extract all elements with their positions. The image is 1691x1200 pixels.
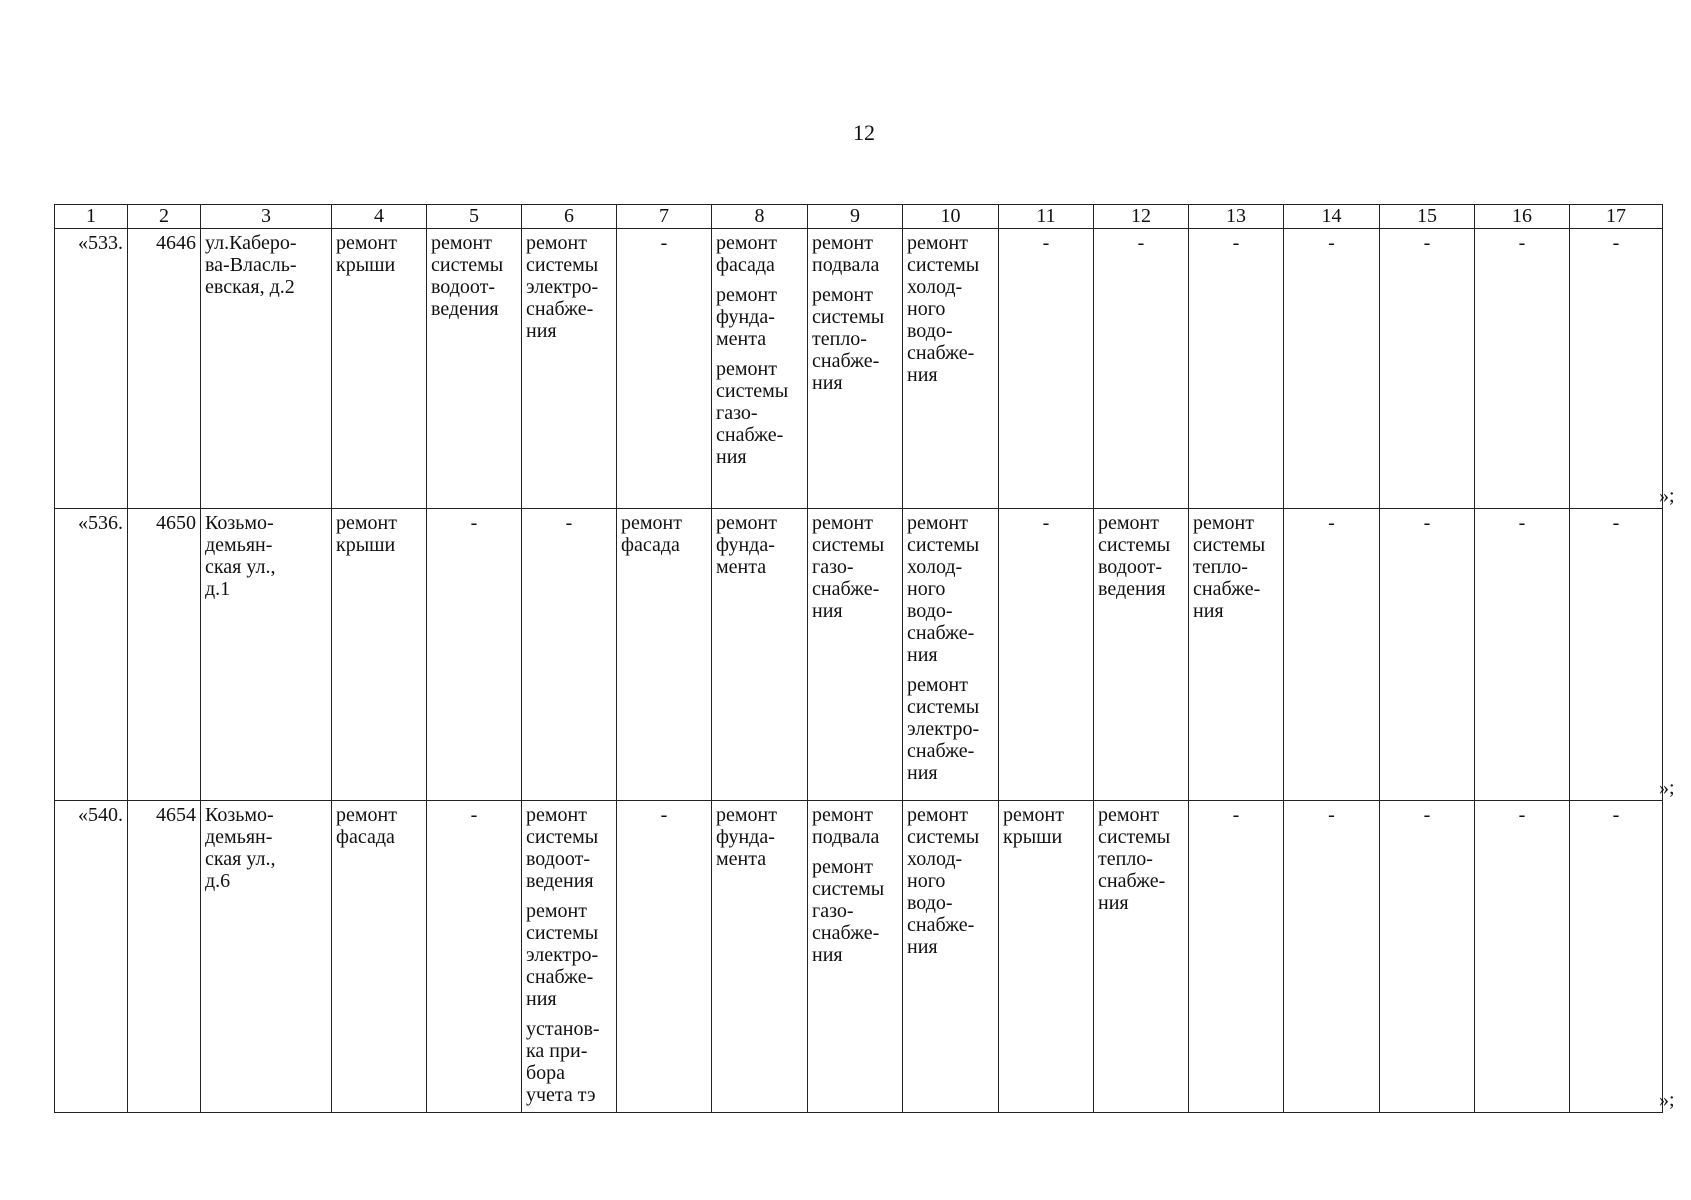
work-cell [712,229,808,509]
work-item: ремонт системы газо- снабже- ния [716,358,789,468]
column-header-6: 6 [522,205,617,229]
column-header-3: 3 [201,205,332,229]
work-item: ремонт фасада [621,512,682,556]
column-header-1: 1 [55,205,128,229]
row-code-cell: 4650 [128,509,201,801]
address-cell [201,509,332,801]
work-cell [808,229,903,509]
work-item: ремонт фасада [716,232,777,276]
work-item: ремонт крыши [1003,804,1064,848]
work-cell-empty: - [999,229,1094,509]
work-item: ремонт крыши [336,232,397,276]
work-cell-empty: - [427,801,522,1113]
closing-quote-mark: »; [1659,484,1675,507]
closing-quote-mark: »; [1659,776,1675,799]
column-header-10: 10 [903,205,999,229]
work-cell-empty: - [1380,509,1475,801]
work-cell-empty: - [1094,229,1189,509]
work-item: установ- ка при- бора учета тэ [526,1018,600,1106]
work-cell-empty: - [1475,801,1570,1113]
work-cell [332,229,427,509]
work-item: ремонт фунда- мента [716,512,777,578]
address-cell [201,229,332,509]
column-header-2: 2 [128,205,201,229]
work-cell [1094,509,1189,801]
work-cell-empty: - [1570,229,1663,509]
work-item: ремонт системы тепло- снабже- ния [1098,804,1171,914]
work-item: ремонт системы холод- ного водо- снабже- ния [907,804,980,958]
column-header-16: 16 [1475,205,1570,229]
table-row [55,509,1663,801]
work-cell-empty: - [1189,229,1284,509]
work-item: ремонт системы электро- снабже- ния [526,232,599,342]
column-header-15: 15 [1380,205,1475,229]
work-cell-empty: - [1475,229,1570,509]
work-item: ремонт фунда- мента [716,804,777,870]
work-cell [903,509,999,801]
column-header-14: 14 [1284,205,1380,229]
work-cell [999,801,1094,1113]
work-cell-empty: - [427,509,522,801]
address-text: Козьмо- демьян- ская ул., д.6 [205,804,276,892]
column-header-12: 12 [1094,205,1189,229]
row-number-cell: «533. [55,229,128,509]
work-item: ремонт системы электро- снабже- ния [907,674,980,784]
work-cell [522,801,617,1113]
address-text: ул.Каберо- ва-Власль- евская, д.2 [205,232,297,298]
work-cell [903,229,999,509]
closing-quote-mark: »; [1659,1088,1675,1111]
table-row [55,801,1663,1113]
address-cell [201,801,332,1113]
work-cell [1094,801,1189,1113]
work-cell [427,229,522,509]
work-cell [808,801,903,1113]
work-cell-empty: - [1475,509,1570,801]
work-item: ремонт системы водоот- ведения [526,804,599,892]
work-cell [617,509,712,801]
work-item: ремонт системы водоот- ведения [1098,512,1171,600]
work-cell-empty: - [1284,229,1380,509]
work-cell-empty: - [1570,509,1663,801]
work-cell [332,509,427,801]
row-code-cell: 4646 [128,229,201,509]
column-header-9: 9 [808,205,903,229]
work-item: ремонт крыши [336,512,397,556]
column-header-17: 17 [1570,205,1663,229]
work-cell-empty: - [1189,801,1284,1113]
work-cell [808,509,903,801]
work-item: ремонт системы холод- ного водо- снабже- ния [907,232,980,386]
column-header-4: 4 [332,205,427,229]
row-number-cell: «540. [55,801,128,1113]
work-cell [1189,509,1284,801]
work-cell-empty: - [1284,509,1380,801]
work-cell-empty: - [617,229,712,509]
work-cell [332,801,427,1113]
row-number-cell: «536. [55,509,128,801]
work-cell-empty: - [1380,229,1475,509]
work-item: ремонт подвала [812,804,880,848]
work-item: ремонт системы холод- ного водо- снабже- ния [907,512,980,666]
work-item: ремонт фунда- мента [716,284,777,350]
work-item: ремонт системы газо- снабже- ния [812,856,885,966]
work-cell [712,509,808,801]
work-cell-empty: - [1570,801,1663,1113]
work-cell [712,801,808,1113]
work-cell-empty: - [1380,801,1475,1113]
page-number: 12 [853,120,875,145]
work-item: ремонт системы тепло- снабже- ния [1193,512,1266,622]
work-item: ремонт подвала [812,232,880,276]
work-cell-empty: - [1284,801,1380,1113]
column-header-13: 13 [1189,205,1284,229]
header-row [55,205,1663,229]
work-cell-empty: - [999,509,1094,801]
table-row [55,229,1663,509]
work-cell [522,229,617,509]
repair-schedule-table [54,204,1663,1113]
work-item: ремонт фасада [336,804,397,848]
work-cell-empty: - [617,801,712,1113]
work-item: ремонт системы газо- снабже- ния [812,512,885,622]
column-header-11: 11 [999,205,1094,229]
column-header-7: 7 [617,205,712,229]
work-cell [903,801,999,1113]
work-item: ремонт системы электро- снабже- ния [526,900,599,1010]
work-item: ремонт системы водоот- ведения [431,232,504,320]
row-code-cell: 4654 [128,801,201,1113]
column-header-8: 8 [712,205,808,229]
column-header-5: 5 [427,205,522,229]
work-cell-empty: - [522,509,617,801]
work-item: ремонт системы тепло- снабже- ния [812,284,885,394]
address-text: Козьмо- демьян- ская ул., д.1 [205,512,276,600]
